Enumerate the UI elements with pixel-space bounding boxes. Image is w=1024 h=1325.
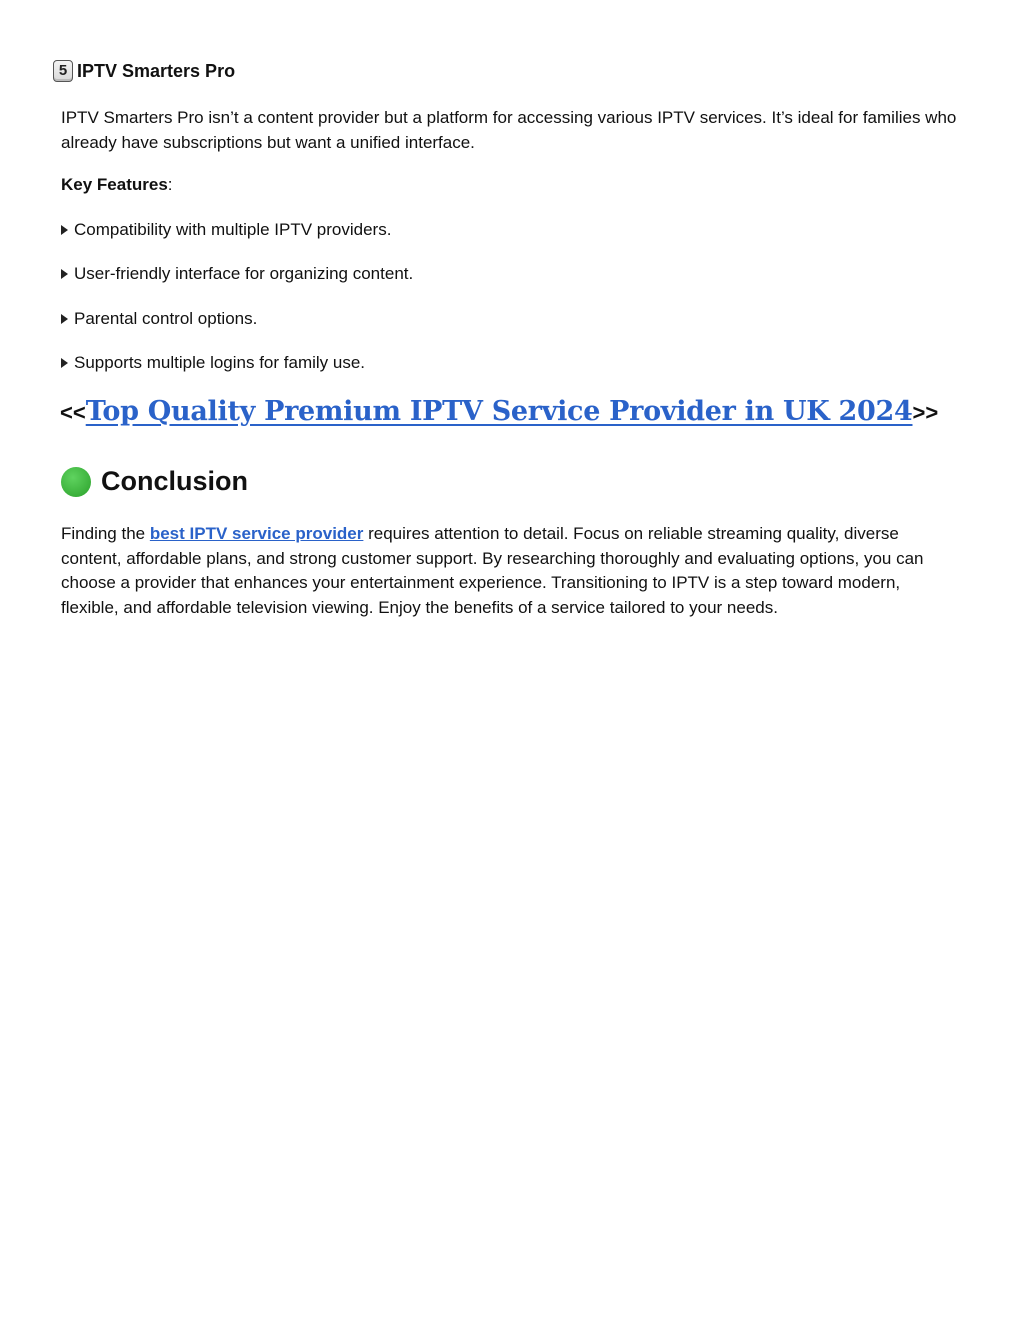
- section-title-text: IPTV Smarters Pro: [77, 60, 236, 81]
- feature-text: Parental control options.: [74, 309, 258, 328]
- green-circle-icon: [61, 467, 91, 497]
- conclusion-heading-text: Conclusion: [101, 466, 248, 496]
- promo-suffix: >>: [912, 400, 939, 425]
- best-iptv-provider-link[interactable]: best IPTV service provider: [149, 524, 364, 543]
- list-item: [61, 353, 365, 373]
- feature-text: User-friendly interface for organizing content.: [74, 264, 414, 283]
- key-features-colon: :: [167, 175, 173, 194]
- conclusion-heading: [61, 466, 248, 497]
- list-item: [61, 309, 257, 329]
- list-item: [61, 264, 413, 284]
- feature-text: Supports multiple logins for family use.: [74, 353, 366, 372]
- key-features-label: [61, 175, 173, 195]
- keycap-number-icon: 5: [53, 60, 73, 82]
- list-item: [61, 220, 391, 240]
- triangle-bullet-icon: [61, 225, 68, 235]
- section-heading: [53, 60, 235, 82]
- triangle-bullet-icon: [61, 314, 68, 324]
- promo-line: [60, 396, 938, 427]
- triangle-bullet-icon: [61, 269, 68, 279]
- conclusion-text-after: requires attention to detail. Focus on reliable streaming quality, diverse content, affordable plans, and strong customer support. By researching thoroughly and evaluating options, you can choose a provider that enhances your entertainment experience. Transitioning to IPTV is a step toward modern, flexible, and affordable television viewing. Enjoy the benefits of a service tailored to your needs.: [61, 524, 924, 617]
- key-features-bold: Key Features: [61, 175, 168, 194]
- feature-text: Compatibility with multiple IPTV providers.: [74, 220, 392, 239]
- intro-paragraph: IPTV Smarters Pro isn’t a content provider but a platform for accessing various IPTV services. It’s ideal for families who already have subscriptions but want a unified interface.: [61, 108, 957, 152]
- conclusion-text-before: Finding the: [61, 524, 150, 543]
- conclusion-paragraph: [61, 522, 961, 620]
- promo-prefix: <<: [60, 400, 86, 425]
- triangle-bullet-icon: [61, 358, 68, 368]
- promo-link[interactable]: Top Quality Premium IPTV Service Provider in UK 2024: [85, 396, 913, 427]
